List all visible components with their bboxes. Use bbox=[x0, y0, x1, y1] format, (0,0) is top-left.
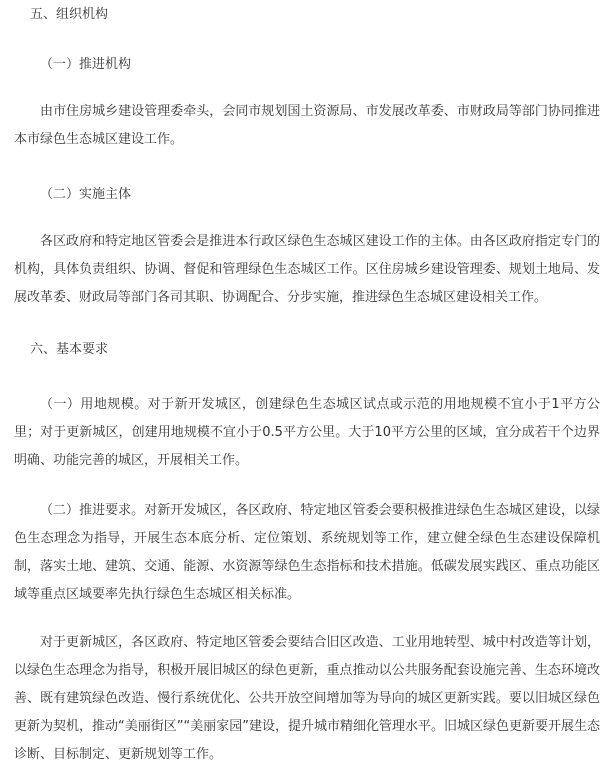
paragraph-text: 由市住房城乡建设管理委牵头，会同市规划国土资源局、市发展改革委、市财政局等部门协同推进本市绿色生态城区建设工作。 bbox=[14, 104, 600, 147]
paragraph-text: 各区政府和特定地区管委会是推进本行政区绿色生态城区建设工作的主体。由各区政府指定专门的机构，具体负责组织、协调、督促和管理绿色生态城区工作。区住房城乡建设管理委、规划土地局、发展改革委、财政局等部门各司其职、协调配合、分步实施，推进绿色生态城区建设相关工作。 bbox=[14, 234, 600, 305]
subsection-heading-promotion-agency: （一）推进机构 bbox=[40, 57, 132, 72]
paragraph-promotion-agency bbox=[14, 98, 600, 154]
paragraph-text: （二）推进要求。对新开发城区，各区政府、特定地区管委会要积极推进绿色生态城区建设，以绿色生态理念为指导，开展生态本底分析、定位策划、系统规划等工作，建立健全绿色生态建设保障机制，落实土地、建筑、交通、能源、水资源等绿色生态指标和技术措施。低碳发展实践区、重点功能区域等重点区域要率先执行绿色生态城区相关标准。 bbox=[14, 503, 600, 602]
section-heading-organization: 五、组织机构 bbox=[30, 7, 109, 22]
paragraph-text: （一）用地规模。对于新开发城区，创建绿色生态城区试点或示范的用地规模不宜小于1平方公里；对于更新城区，创建用地规模不宜小于0.5平方公里。大于10平方公里的区域，宜分成若干个边界明确、功能完善的城区，开展相关工作。 bbox=[14, 397, 600, 468]
paragraph-implementation-body bbox=[14, 228, 600, 312]
subsection-heading-implementation-body: （二）实施主体 bbox=[40, 187, 132, 202]
paragraph-promotion-requirements bbox=[14, 497, 600, 609]
paragraph-text: 对于更新城区，各区政府、特定地区管委会要结合旧区改造、工业用地转型、城中村改造等计划，以绿色生态理念为指导，积极开展旧城区的绿色更新，重点推动以公共服务配套设施完善、生态环境改善、既有建筑绿色改造、慢行系统优化、公共开放空间增加等为导向的城区更新实践。要以旧城区绿色更新为契机，推动“美丽街区”“美丽家园”建设，提升城市精细化管理水平。旧城区绿色更新要开展生态诊断、目标制定、更新规划等工作。 bbox=[14, 635, 600, 762]
paragraph-land-scale bbox=[14, 391, 600, 475]
paragraph-renewal-areas bbox=[14, 629, 600, 769]
section-heading-basic-requirements: 六、基本要求 bbox=[30, 342, 109, 357]
